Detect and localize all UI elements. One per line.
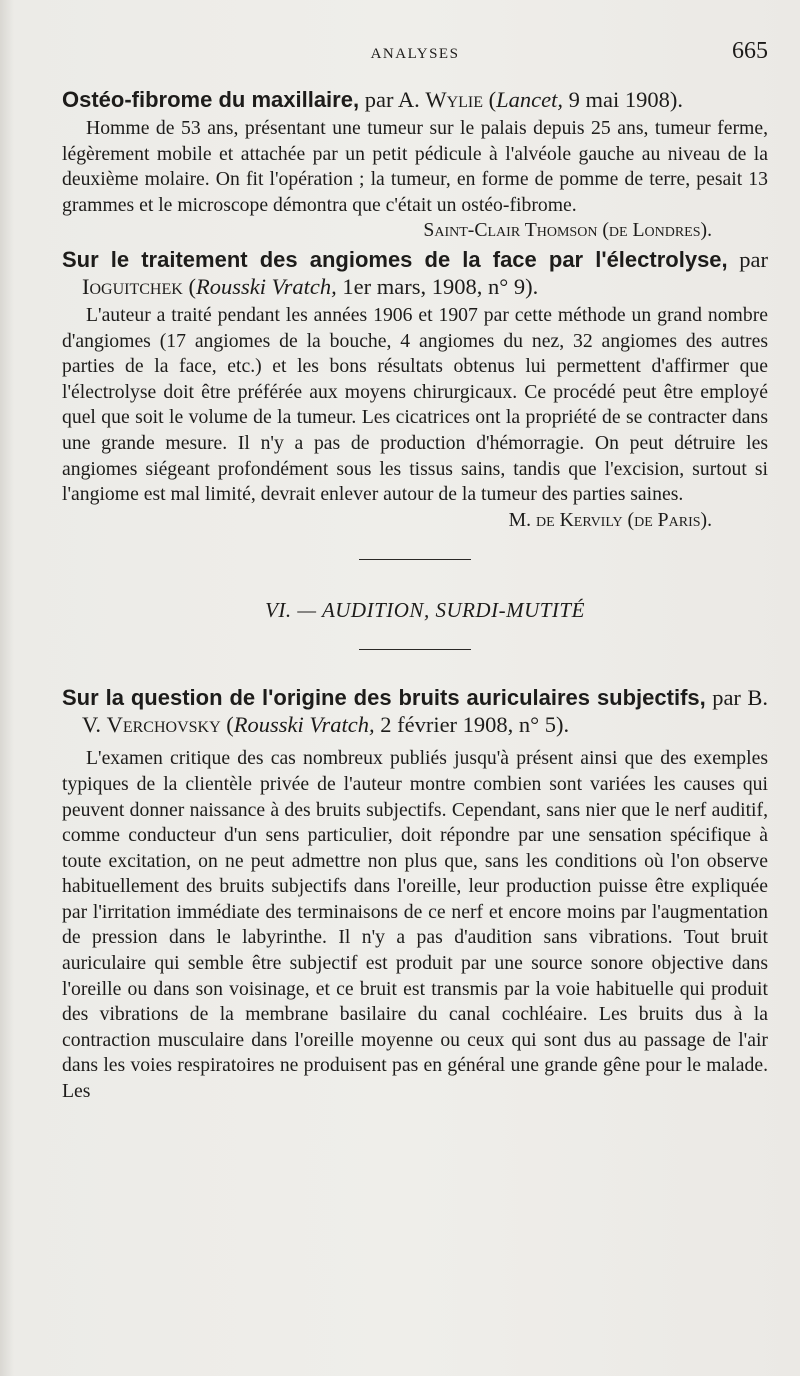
entry-3-journal: Rousski Vratch, [233, 712, 375, 738]
entry-1-body: Homme de 53 ans, présentant une tumeur sur le palais depuis 25 ans, tumeur ferme, légèrement mobile et attachée par un petit pédicule à l'alvéole gauche au niveau de la deuxième molaire. On fit l'opération ; la tumeur, en forme de pomme de terre, pesait 13 grammes et le microscope démontra que c'était un ostéo-fibrome. [62, 117, 768, 216]
entry-1-byline-prefix: par A. [359, 87, 426, 112]
page-number: 665 [732, 38, 768, 64]
entry-2-heading [62, 246, 768, 300]
entry-1-title: Ostéo-fibrome du maxillaire, [62, 87, 360, 112]
entry-3-byline-prefix: par B. V. [82, 685, 768, 738]
entry-3-body: L'examen critique des cas nombreux publiés jusqu'à présent ainsi que des exemples typiques de la clientèle privée de l'auteur montre combien sont variées les causes qui peuvent donner naissance à des bruits subjectifs. Cependant, sans nier que le nerf auditif, comme conducteur d'un sens particulier, doit répondre par une sensation spécifique à toute excitation, on ne peut admettre non plus que, sans les conditions où l'on observe habituellement des bruits subjectifs dans l'oreille, leur production puisse être expliquée par l'irritation immédiate des terminaisons de ce nerf et encore moins par l'augmentation de pression dans le labyrinthe. Il n'y a pas d'audition sans vibrations. Tout bruit auriculaire qui semble être subjectif est produit par une source sonore objective dans l'oreille ou dans son voisinage, et ce bruit est transmis par la voie habituelle qui produit des vibrations de la membrane basilaire du canal cochléaire. Les bruits dus à la contraction musculaire dans l'oreille moyenne ou ceux qui sont dus au passage de l'air dans les voies respiratoires ne produisent pas en général une grande gêne pour le malade. Les [62, 747, 768, 1103]
entry-3-title: Sur la question de l'origine des bruits auriculaires subjectifs, [62, 685, 706, 711]
entry-2-title: Sur le traitement des angiomes de la face par l'électrolyse, [62, 246, 728, 272]
page-header [62, 38, 768, 78]
entry-2-source-open: ( [182, 273, 196, 299]
entry-3-author: Verchovsky [106, 712, 221, 738]
entry-2-author: Ioguitchek [82, 273, 183, 299]
entry-1-author: Wylie [425, 87, 483, 112]
entry-1-source-rest: 9 mai 1908). [563, 87, 683, 112]
entry-3-heading [62, 684, 768, 738]
entry-3-source-open: ( [220, 712, 234, 738]
entry-2-journal: Rousski Vratch, [195, 273, 337, 299]
entry-2-byline-prefix: par [727, 246, 769, 272]
entry-1-signature: Saint-Clair Thomson (de Londres). [423, 219, 712, 242]
entry-3-source-rest: 2 février 1908, n° 5). [374, 712, 570, 738]
entry-2-body: L'auteur a traité pendant les années 1906 et 1907 par cette méthode un grand nombre d'angiomes (17 angiomes de la bouche, 4 angiomes du nez, 32 angiomes des autres parties de la face, etc.) et les bons résultats obtenus lui permettent d'affirmer que l'électrolyse doit être préférée aux moyens chirurgicaux. Ce procédé peut être employé quel que soit le volume de la tumeur. Les cicatrices ont la propriété de se contracter dans une grande mesure. Il n'y a pas de production d'hémorragie. On peut détruire les angiomes siégeant profondément sous les tissus sains, tandis que l'excision, surtout si l'angiome est mal limité, devrait enlever autour de la tumeur des parties saines. [62, 303, 768, 506]
entry-2-signature: M. de Kervily (de Paris). [508, 508, 712, 531]
page-content [62, 86, 768, 1105]
entry-1-source-open: ( [483, 87, 497, 112]
entry-2-source-rest: 1er mars, 1908, n° 9). [336, 273, 539, 299]
entry-1-heading [62, 86, 768, 113]
section-heading: VI. — AUDITION, SURDI-MUTITÉ [265, 598, 585, 623]
running-title: ANALYSES [370, 46, 460, 62]
entry-1-journal: Lancet, [496, 87, 563, 112]
